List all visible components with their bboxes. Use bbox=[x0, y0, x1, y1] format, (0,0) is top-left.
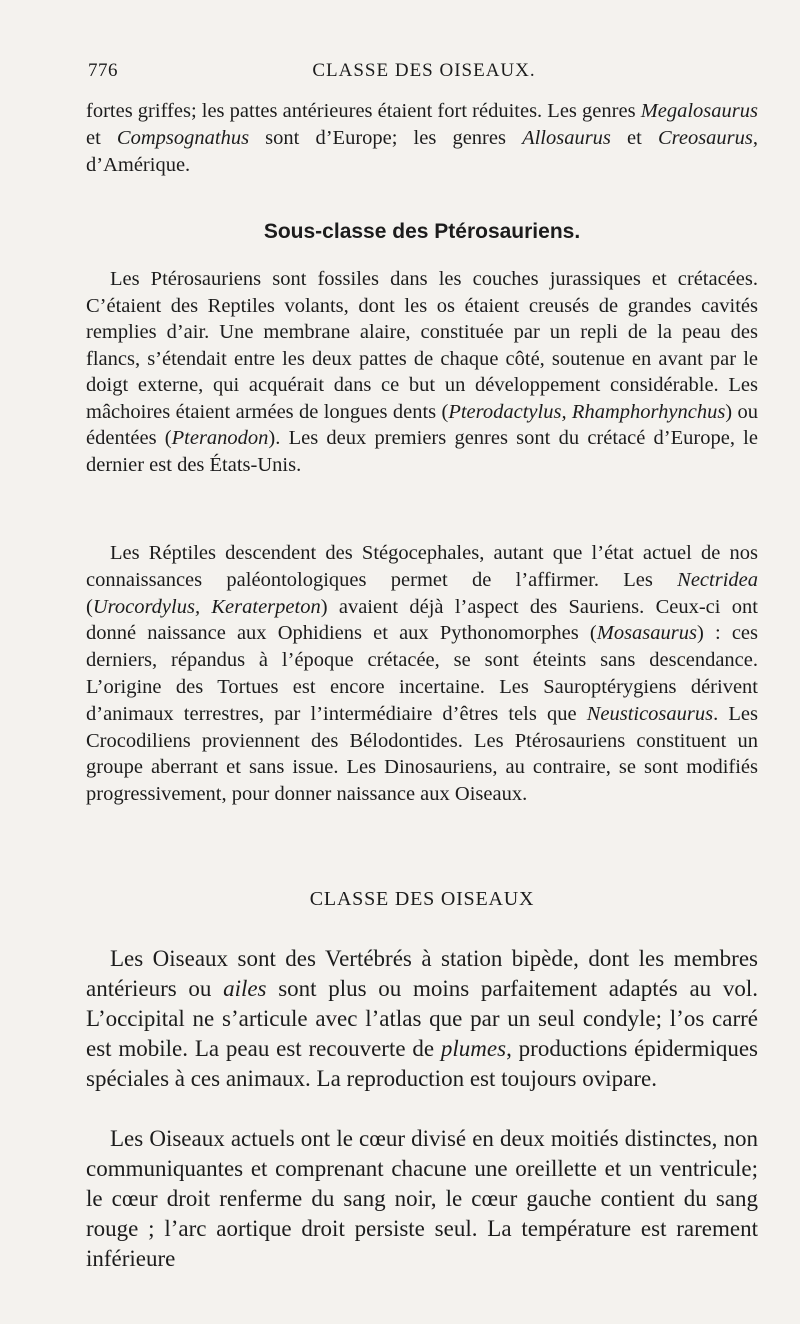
page-number: 776 bbox=[88, 60, 118, 81]
paragraph-oiseaux-coeur: Les Oiseaux actuels ont le cœur divisé en deux moitiés distinctes, non communiquantes et comprenant chacune une oreillette et un ventricule; le cœur droit renferme du sang noir, le cœur gauche contient du sang rouge ; l’arc aortique droit persiste seul. La température est rarement inférieure bbox=[86, 1126, 758, 1271]
paragraph-continuation: fortes griffes; les pattes antérieures étaient fort réduites. Les genres Megalosaurus et Compsognathus sont d’Europe; les genres Allosaurus et Creosaurus, d’Amérique. bbox=[86, 100, 759, 176]
page-header bbox=[88, 60, 760, 86]
paragraph-pterosauriens: Les Ptérosauriens sont fossiles dans les couches jurassiques et crétacées. C’étaient des Reptiles volants, dont les os étaient creusés de grandes cavités remplies d’air. Une membrane alaire, constituée par un repli de la peau des flancs, s’étendait entre les deux pattes de chaque côté, soutenue en avant par le doigt externe, qui acquérait dans ce but un développement considérable. Les mâchoires étaient armées de longues dents (Pterodactylus, Rhamphorhynchus) ou édentées (Pteranodon). Les deux premiers genres sont du crétacé d’Europe, le dernier est des États-Unis. bbox=[86, 268, 758, 476]
paragraph-reptile-origins: Les Réptiles descendent des Stégocephales, autant que l’état actuel de nos connaissances paléontologiques permet de l’affirmer. Les Nectridea (Urocordylus, Keraterpeton) avaient déjà l’aspect des Sauriens. Ceux-ci ont donné naissance aux Ophidiens et aux Pythonomorphes (Mosasaurus) : ces derniers, répandus à l’époque crétacée, se sont éteints sans descendance. L’origine des Tortues est encore incertaine. Les Sauroptérygiens dérivent d’animaux terrestres, par l’intermédiaire d’êtres tels que Neusticosaurus. Les Crocodiliens proviennent des Bélodontides. Les Ptérosauriens constituent un groupe aberrant et sans issue. Les Dinosauriens, au contraire, se sont modifiés progressivement, pour donner naissance aux Oiseaux. bbox=[86, 542, 758, 806]
running-title: CLASSE DES OISEAUX. bbox=[312, 60, 536, 81]
paragraph-oiseaux-definition: Les Oiseaux sont des Vertébrés à station bipède, dont les membres antérieurs ou ailes sont plus ou moins parfaitement adaptés au vol. L’occipital ne s’articule avec l’atlas que par un seul condyle; l’os carré est mobile. La peau est recouverte de plumes, productions épidermiques spéciales à ces animaux. La reproduction est toujours ovipare. bbox=[86, 946, 758, 1091]
class-heading: CLASSE DES OISEAUX bbox=[309, 888, 535, 910]
subclass-heading: Sous-classe des Ptérosauriens. bbox=[263, 220, 581, 243]
